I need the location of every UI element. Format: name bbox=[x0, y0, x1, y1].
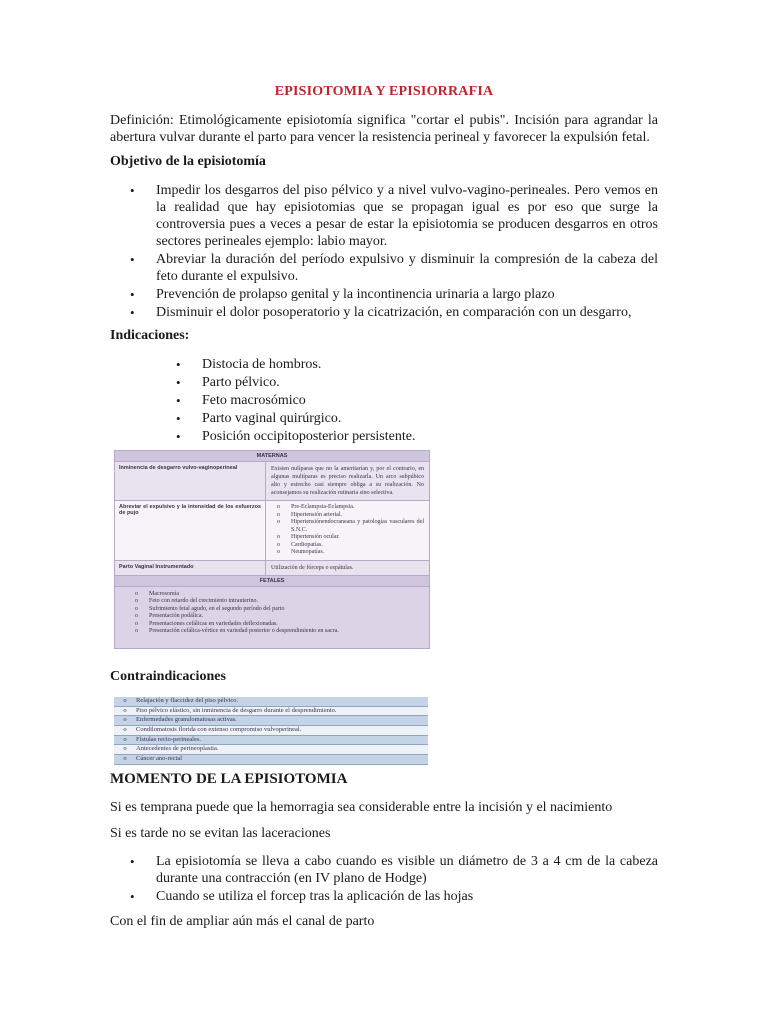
indications-heading: Indicaciones: bbox=[110, 328, 190, 343]
list-item: • Prevención de prolapso genital y la incontinencia urinaria a largo plazo bbox=[130, 287, 555, 302]
circle-bullet-icon: o bbox=[123, 745, 127, 753]
circle-bullet-icon: o bbox=[123, 735, 127, 743]
list-item: o Hipertensión ocular. bbox=[277, 534, 340, 540]
bullet-icon: • bbox=[130, 287, 135, 302]
list-item: o Presentación podálica. bbox=[135, 613, 203, 619]
early-paragraph: Si es temprana puede que la hemorragia sea considerable entre la incisión y el nacimiento bbox=[110, 800, 613, 815]
circle-bullet-icon: o bbox=[135, 628, 138, 634]
bullet-icon: • bbox=[130, 305, 135, 320]
table-row: o Fístulas recto-perineales. bbox=[114, 736, 428, 746]
circle-bullet-icon: o bbox=[135, 605, 138, 612]
row-text: Existen nulíparas que no la ameritarían y, por el contrario, en algunas multíparas es preciso realizarla. Un arco subpúbico alto y estrecho casi siempre obliga a su realización. No aconsejamos su realización rutinaria sino selectiva. bbox=[271, 466, 424, 496]
circle-bullet-icon: o bbox=[277, 549, 280, 555]
list-item: o Pre-Eclampsia-Eclampsia. bbox=[277, 504, 355, 510]
objective-heading: Objetivo de la episiotomía bbox=[110, 154, 266, 169]
document-title: EPISIOTOMIA Y EPISIORRAFIA bbox=[274, 84, 494, 99]
row-label: Inminencia de desgarro vulvo-vaginoperineal bbox=[115, 462, 266, 500]
circle-bullet-icon: o bbox=[135, 598, 138, 604]
list-item: • La episiotomía se lleva a cabo cuando es visible un diámetro de 3 a 4 cm de la cabeza durante una contracción (en IV plano de Hodge) bbox=[130, 854, 658, 886]
list-item: • Feto macrosómico bbox=[176, 393, 306, 408]
list-item: o Feto con retardo del crecimiento intrauterino. bbox=[135, 598, 258, 604]
list-item: • Abreviar la duración del período expulsivo y disminuir la compresión de la cabeza del feto durante el expulsivo. bbox=[130, 252, 658, 284]
list-item: o Hipertensiónendocraneana y patologías vasculares del S.N.C. bbox=[277, 519, 424, 533]
maternal-header: MATERNAS bbox=[115, 451, 429, 462]
table-row: o Piso pélvico elástico, sin inminencia de desgarro durante el desprendimiento. bbox=[114, 707, 428, 717]
indications-table bbox=[114, 450, 430, 649]
bullet-icon: • bbox=[176, 429, 181, 444]
contraindications-heading: Contraindicaciones bbox=[110, 669, 226, 684]
table-row bbox=[115, 462, 429, 501]
list-item: • Impedir los desgarros del piso pélvico y a nivel vulvo-vagino-perineales. Pero vemos en la realidad que hay episiotomias que se propagan igual es por eso que surge la controversia pues a veces a pesar de estar la episiotomia se producen desgarros en otros sectores perineales ejemplo: labio mayor. bbox=[130, 183, 658, 249]
moment-heading: MOMENTO DE LA EPISIOTOMIA bbox=[110, 771, 348, 787]
bullet-icon: • bbox=[130, 889, 135, 904]
list-item: o Macrosomía bbox=[135, 590, 179, 597]
table-row bbox=[115, 561, 429, 576]
row-label: Parto Vaginal Instrumentado bbox=[115, 561, 266, 575]
row-label: Abreviar el expulsivo y la intensidad de los esfuerzos de pujo bbox=[115, 501, 266, 560]
fetal-list bbox=[115, 587, 429, 648]
circle-bullet-icon: o bbox=[135, 590, 138, 597]
circle-bullet-icon: o bbox=[123, 726, 127, 734]
list-item: o Presentación cefálica-vértice en variedad posterior o desprendimiento en sacra. bbox=[135, 628, 339, 634]
bullet-icon: • bbox=[176, 411, 181, 426]
definition-paragraph: Definición: Etimológicamente episiotomía significa "cortar el pubis". Incisión para agrandar la abertura vulvar durante el parto para vencer la resistencia perineal y favorecer la expulsión fetal. bbox=[110, 113, 658, 145]
contraindications-table bbox=[114, 697, 428, 765]
table-row: o Enfermedades granulomatosas activas. bbox=[114, 716, 428, 726]
moment-list bbox=[110, 853, 658, 906]
late-paragraph: Si es tarde no se evitan las laceraciones bbox=[110, 826, 331, 841]
list-item: • Distocia de hombros. bbox=[176, 357, 322, 372]
circle-bullet-icon: o bbox=[123, 706, 127, 714]
list-item: o Cardiopatías. bbox=[277, 541, 323, 548]
bullet-icon: • bbox=[130, 252, 135, 267]
list-item: • Disminuir el dolor posoperatorio y la cicatrización, en comparación con un desgarro, bbox=[130, 305, 632, 320]
row-text: Utilización de fórceps o espátulas. bbox=[271, 564, 354, 571]
circle-bullet-icon: o bbox=[135, 613, 138, 619]
bullet-icon: • bbox=[176, 357, 181, 372]
list-item: o Neumopatías. bbox=[277, 549, 325, 555]
row-list bbox=[266, 501, 429, 560]
bullet-icon: • bbox=[176, 375, 181, 390]
circle-bullet-icon: o bbox=[123, 697, 127, 704]
list-item: • Cuando se utiliza el forcep tras la aplicación de las hojas bbox=[130, 889, 474, 904]
table-row: o Antecedentes de perineoplastia. bbox=[114, 745, 428, 755]
objective-list bbox=[110, 182, 658, 322]
circle-bullet-icon: o bbox=[123, 716, 127, 724]
fetal-header: FETALES bbox=[115, 576, 429, 587]
list-item: o Sufrimiento fetal agudo, en el segundo período del parto bbox=[135, 605, 285, 612]
circle-bullet-icon: o bbox=[135, 620, 138, 627]
circle-bullet-icon: o bbox=[123, 755, 127, 763]
table-row: o Cáncer ano-rectal bbox=[114, 755, 428, 765]
circle-bullet-icon: o bbox=[277, 504, 280, 510]
circle-bullet-icon: o bbox=[277, 511, 280, 518]
list-item: o Presentaciones cefálicas en variedades deflexionadas. bbox=[135, 620, 278, 627]
circle-bullet-icon: o bbox=[277, 519, 280, 525]
list-item: • Parto pélvico. bbox=[176, 375, 280, 390]
list-item: • Parto vaginal quirúrgico. bbox=[176, 411, 342, 426]
closing-paragraph: Con el fin de ampliar aún más el canal de parto bbox=[110, 914, 375, 929]
list-item: • Posición occipitoposterior persistente. bbox=[176, 429, 416, 444]
bullet-icon: • bbox=[176, 393, 181, 408]
list-item: o Hipertensión arterial. bbox=[277, 511, 342, 518]
circle-bullet-icon: o bbox=[277, 541, 280, 548]
table-row bbox=[115, 501, 429, 561]
table-row: o Condilomatosis florida con extenso compromiso vulvoperineal. bbox=[114, 726, 428, 736]
indications-list bbox=[110, 356, 658, 446]
circle-bullet-icon: o bbox=[277, 534, 280, 540]
bullet-icon: • bbox=[130, 183, 135, 198]
table-row: o Relajación y flaccidez del piso pélvico. bbox=[114, 697, 428, 707]
bullet-icon: • bbox=[130, 854, 135, 869]
